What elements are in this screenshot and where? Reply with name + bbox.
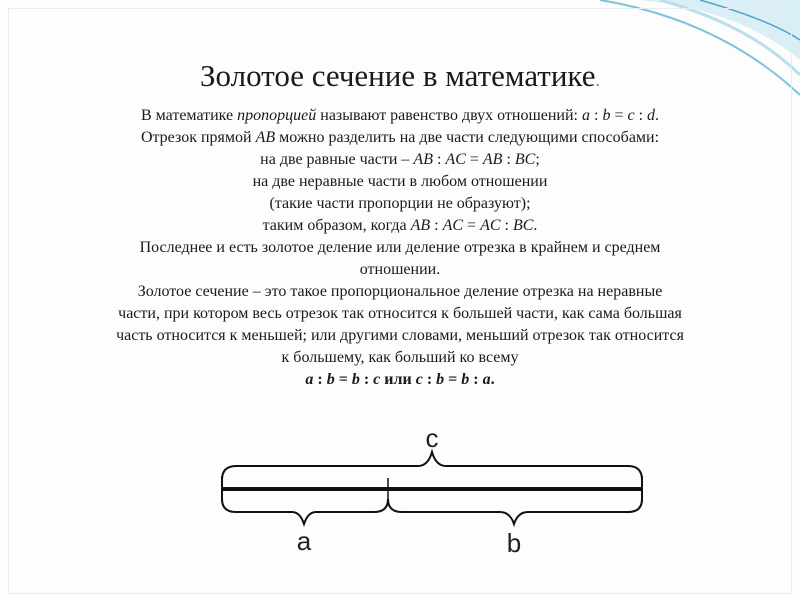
text-line xyxy=(40,215,760,237)
text-run: AC xyxy=(480,217,501,234)
golden-section-diagram xyxy=(0,420,800,600)
text-run: Золотое сечение – это такое пропорциональное деление отрезка на неравные xyxy=(137,283,663,300)
text-run: AC xyxy=(445,151,466,168)
text-run: : xyxy=(430,217,443,234)
text-run: b xyxy=(436,371,445,388)
text-run: AB xyxy=(255,129,276,146)
text-run: : xyxy=(469,371,483,388)
text-run: таким образом, когда xyxy=(262,217,411,234)
text-run: : xyxy=(590,107,603,124)
text-run: AC xyxy=(442,217,464,234)
brace-a xyxy=(222,499,388,524)
brace-c xyxy=(222,452,642,480)
text-run: BC xyxy=(512,217,534,234)
body-text xyxy=(40,105,760,391)
text-run: пропорцией xyxy=(237,107,317,124)
text-line xyxy=(40,303,760,325)
label-a: a xyxy=(296,526,312,556)
text-run: на две равные части – xyxy=(260,151,414,168)
text-run: : xyxy=(422,371,437,388)
text-run: a xyxy=(305,371,314,388)
text-run: b xyxy=(351,371,360,388)
text-run: AB xyxy=(482,151,503,168)
text-run: части, при котором весь отрезок так относится к большей части, как сама большая xyxy=(118,305,682,322)
text-run: a xyxy=(582,107,590,124)
text-line xyxy=(40,369,760,391)
text-run: называют равенство двух отношений: xyxy=(316,107,582,124)
text-line xyxy=(40,325,760,347)
text-run: . xyxy=(490,371,495,388)
text-run: b xyxy=(602,107,611,124)
text-run: d xyxy=(647,107,656,124)
text-line xyxy=(40,259,760,281)
text-line xyxy=(40,347,760,369)
text-run: : xyxy=(634,107,648,124)
text-line xyxy=(40,171,760,193)
text-run: или xyxy=(380,371,416,388)
text-line xyxy=(40,237,760,259)
text-run: b xyxy=(326,371,335,388)
text-run: : xyxy=(432,151,446,168)
text-run: c xyxy=(415,371,423,388)
text-run: на две неравные части в любом отношении xyxy=(252,173,548,190)
title-text: Золотое сечение в математике xyxy=(200,58,596,93)
text-run: . xyxy=(533,217,538,234)
brace-b xyxy=(388,499,642,524)
text-run: к большему, как больший ко всему xyxy=(281,349,519,366)
label-b: b xyxy=(506,528,522,558)
text-run: AB xyxy=(410,217,431,234)
text-line xyxy=(40,281,760,303)
text-run: c xyxy=(627,107,635,124)
text-run: (такие части пропорции не образуют); xyxy=(269,195,531,212)
text-line xyxy=(40,127,760,149)
title-period: . xyxy=(595,70,600,90)
text-run: Последнее и есть золотое деление или деление отрезка в крайнем и среднем xyxy=(139,239,661,256)
text-run: c xyxy=(373,371,381,388)
text-line xyxy=(40,193,760,215)
text-run: : xyxy=(359,371,374,388)
text-run: . xyxy=(655,107,660,124)
text-run: = xyxy=(465,151,483,168)
text-run: ; xyxy=(535,151,540,168)
text-run: отношении. xyxy=(359,261,441,278)
text-run: = xyxy=(444,371,462,388)
text-run: Отрезок прямой xyxy=(140,129,256,146)
text-run: : xyxy=(502,151,515,168)
slide-title xyxy=(0,58,800,98)
text-run: : xyxy=(313,371,327,388)
text-run: BC xyxy=(514,151,536,168)
label-c: c xyxy=(425,423,439,453)
text-run: AB xyxy=(413,151,433,168)
text-run: = xyxy=(463,217,481,234)
text-run: можно разделить на две части следующими способами: xyxy=(275,129,660,146)
text-run: a xyxy=(482,371,491,388)
text-run: b xyxy=(461,371,470,388)
text-run: = xyxy=(334,371,352,388)
text-run: = xyxy=(610,107,628,124)
text-run: : xyxy=(500,217,513,234)
text-run: часть относится к меньшей; или другими словами, меньший отрезок так относится xyxy=(116,327,684,344)
text-line xyxy=(40,149,760,171)
text-run: В математике xyxy=(140,107,238,124)
text-line xyxy=(40,105,760,127)
